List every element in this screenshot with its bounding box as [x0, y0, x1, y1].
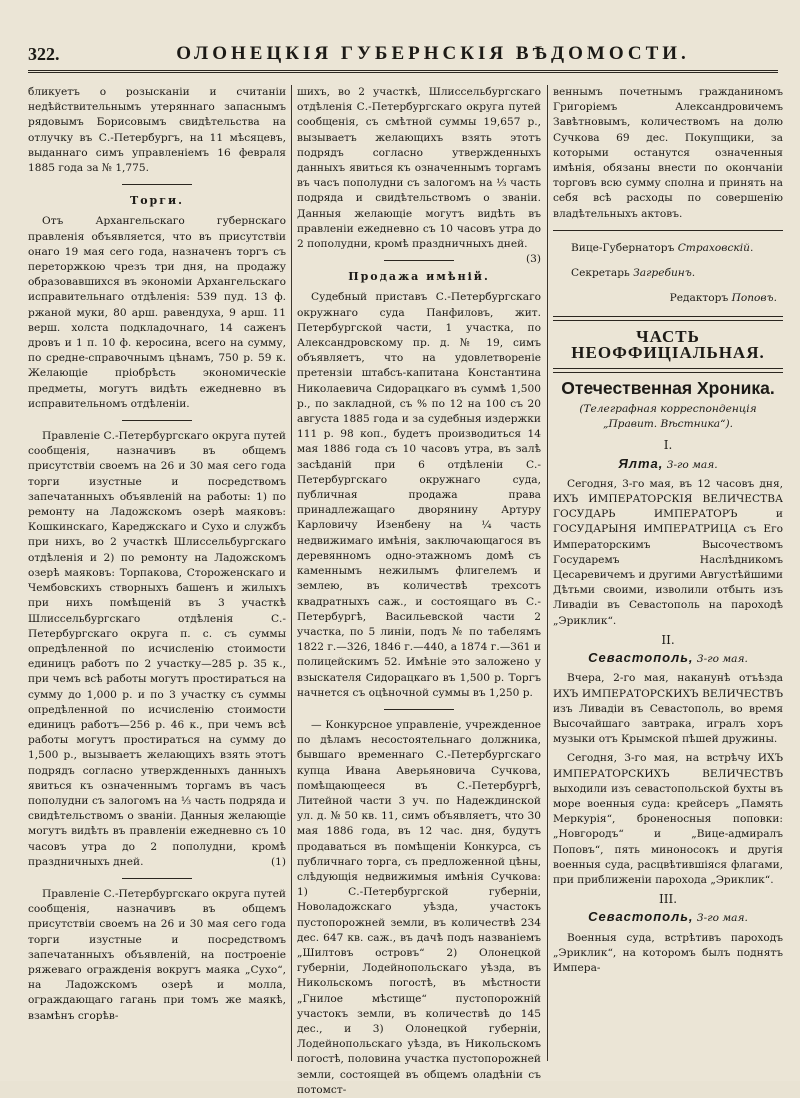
- column-3: [553, 85, 783, 1061]
- signature-name: Страховскій.: [677, 241, 754, 254]
- page-header: [28, 38, 778, 73]
- dateline-date: 3-го мая.: [666, 458, 718, 471]
- divider: [122, 878, 192, 879]
- dateline: [553, 456, 783, 473]
- dispatch-number: III.: [658, 892, 678, 907]
- dateline: [553, 650, 783, 667]
- notice-number: (1): [270, 855, 286, 868]
- paragraph: бликуетъ о розысканіи и считаніи недѣйствительнымъ утеряннаго запаснымъ рядовымъ Борисовымъ свидѣтельства на отлучку въ С.-Петербургъ, на 11 мѣсяцевъ, выданнаго симъ управленіемъ 16 февраля 1885 года за № 1,775.: [28, 86, 286, 175]
- signature-secretary: [571, 266, 777, 281]
- section-title-prodazha: Продажа имѣній.: [348, 270, 490, 284]
- column-divider: [291, 85, 292, 1061]
- divider: [122, 420, 192, 421]
- paragraph: Судебный приставъ С.-Петербургскаго окружнаго суда Панфиловъ, жит. Петербургской части, 1 участка, по Александровскому пр. д. № 19, симъ объявляетъ, что на удовлетвореніе претензіи штабсъ-капитана Константина Николаевича Сидорацкаго въ суммѣ 1,500 р., по закладной, съ % по 12 на 100 съ 20 августа 1885 года и за судебныя издержки 111 р. 98 коп., будетъ производиться 14 мая 1886 года съ 10 часовъ утра, въ залѣ засѣданій при 6 отдѣленіи С.-Петербургскаго окружнаго суда, публичная продажа права принадлежащаго дворянину Артуру Карловичу Изенбену на ¼ часть недвижимаго имѣнія, заключающагося въ деревянномъ одно-этажномъ домѣ съ каменнымъ нежилымъ флигелемъ и землею, въ количествѣ трехсотъ квадратныхъ саж., и состоящаго въ С.-Петербургѣ, Васильевской части 2 участка, по 5 линіи, подъ № по табелямъ 1822 г.—326, 1846 г.—440, а 1874 г.—361 и полицейскимъ 52. Имѣніе это заложено у взыскателя Сидорацкаго въ 1,500 р. Торгъ начнется съ оцѣночной суммы въ 1,250 р.: [297, 291, 541, 699]
- column-1: [28, 85, 286, 1061]
- part-title: ЧАСТЬ НЕОФФИЦІАЛЬНАЯ.: [571, 327, 765, 362]
- paragraph: Военныя суда, встрѣтивъ пароходъ „Эриклик“, на которомъ былъ поднятъ Импера-: [553, 931, 783, 974]
- dateline-date: 3-го мая.: [696, 653, 748, 666]
- dateline: [553, 909, 783, 926]
- signature-role: Вице-Губернаторъ: [571, 241, 675, 254]
- dateline-city: Севастополь,: [588, 650, 694, 666]
- signature-role: Секретарь: [571, 267, 630, 280]
- telegram-note: (Телеграфная корреспонденція „Правит. Вѣстника“).: [579, 403, 757, 431]
- paragraph: — Конкурсное управленіе, учрежденное по дѣламъ несостоятельнаго должника, бывшаго временнаго С.-Петербургскаго купца Ивана Аверьяновича Сучкова, помѣщающееся въ С.-Петербургѣ, Литейной части 3 уч. по Надеждинской ул. д. № 50 кв. 11, симъ объявляетъ, что 30 мая 1886 года, въ 12 час. дня, будутъ продаваться въ помѣщеніи Конкурса, съ публичнаго торга, съ предложенной цѣны, слѣдующія недвижимыя имѣнія Сучкова: 1) С.-Петербургской губерніи, Новоладожскаго уѣзда, участокъ пустопорожней земли, въ количествѣ 234 дес. 647 кв. саж., въ дачѣ подъ названіемъ „Шилтовъ островъ“ 2) Олонецкой губерніи, Лодейнопольскаго уѣзда, въ Никольскомъ погостѣ, въ мѣстности „Гнилое мѣстище“ пустопорожній участокъ земли, въ количествѣ до 145 дес., и 3) Олонецкой губерніи, Лодейнопольскаго уѣзда, въ Никольскомъ погостѣ, половина участка пустопорожней земли, состоящей въ общемъ оладѣніи съ потомст-: [297, 718, 541, 1096]
- column-divider: [547, 85, 548, 1061]
- signature-name: Поповъ.: [731, 292, 777, 305]
- dateline-city: Севастополь,: [588, 909, 694, 925]
- signature-vice-governor: [571, 241, 777, 256]
- column-2: [297, 85, 541, 1096]
- notice-number: (3): [525, 253, 541, 266]
- paragraph: веннымъ почетнымъ гражданиномъ Григоріемъ Александровичемъ Завѣтновымъ, количествомъ на долю Сучкова 69 дес. Покупщики, за которыми останутся означенныя имѣнія, обязаны внести по окончаніи торговъ всю сумму сполна и принять на себя всѣ расходы по совершенію владѣтельныхъ актовъ.: [553, 86, 783, 220]
- divider: [553, 316, 783, 321]
- signature-role: Редакторъ: [669, 292, 729, 305]
- paragraph: Правленіе С.-Петербургскаго округа путей сообщенія, назначивъ въ общемъ присутствіи своемъ на 26 и 30 мая сего года торги изустные и посредствомъ запечатанныхъ объявленій, на построеніе ряжеваго огражденія вокругъ маяка „Сухо“, на Ладожскомъ озерѣ и молла, ограждающаго гагань при томъ же маякѣ, взамѣнъ сгорѣв-: [28, 887, 286, 1022]
- divider: [384, 260, 454, 261]
- divider: [553, 368, 783, 373]
- chronicle-title: Отечественная Хроника.: [561, 377, 775, 398]
- dateline-city: Ялта,: [618, 455, 664, 471]
- paragraph: [297, 85, 541, 266]
- signature-name: Загребинъ.: [633, 267, 696, 280]
- dateline-date: 3-го мая.: [696, 912, 748, 925]
- paragraph: Сегодня, 3-го мая, на встрѣчу ИХЪ ИМПЕРАТОРСКИХЪ ВЕЛИЧЕСТВЪ выходили изъ севастопольской бухты въ море военныя суда: крейсеръ „Память Меркурія“, броненосныя поповки: „Новгородъ“ и „Вице-адмиралъ Поповъ“, пять миноносокъ и другія военныя суда, расцвѣтившіяся флагами, при приближеніи парохода „Эриклик“.: [553, 752, 783, 886]
- paragraph-text: шихъ, во 2 участкѣ, Шлиссельбургскаго отдѣленія С.-Петербургскаго округа путей сообщенія, съ смѣтной суммы 19,657 р., вызываетъ желающихъ взять этотъ подрядъ согласно утвержденныхъ данныхъ явиться къ означеннымъ торгамъ въ часъ пополудни съ залогомъ на ⅓ часть подряда и свидѣтельствомъ о званіи. Данныя желающіе могутъ видѣть въ правленіи ежедневно съ 10 часовъ утра до 2 пополудни, кромѣ праздничныхъ дней.: [297, 86, 541, 251]
- dispatch-number: I.: [663, 438, 673, 453]
- running-title: ОЛОНЕЦКІЯ ГУБЕРНСКІЯ ВѢДОМОСТИ.: [176, 43, 690, 64]
- divider: [122, 184, 192, 185]
- signature-editor: [553, 291, 777, 306]
- paragraph-text: Правленіе С.-Петербургскаго округа путей сообщенія, назначивъ въ общемъ присутствіи своемъ на 26 и 30 мая сего года торги изустные и посредствомъ запечатанныхъ объявленій на работы: 1) по ремонту на Ладожскомъ озерѣ маяковъ: Кошкинскаго, Кареджскаго и Сухо и службъ при нихъ, во 2 участкѣ Шлиссельбургскаго отдѣленія и 2) по ремонту на Ладожскомъ озерѣ маяковъ: Торпакова, Стороженскаго и Чембовскихъ створныхъ башенъ и жилыхъ при нихъ помѣщеній въ 3 участкѣ Шлиссельбургскаго отдѣленія С.-Петербургскаго округа п. с. съ суммы опредѣленной по исчисленію стоимости единицъ работъ по 2 участку—285 р. 35 к., при чемъ всѣ работы могутъ простираться на сумму до 1,000 р. и по 3 участку съ суммы опредѣленной по исчисленію стоимости единицъ работъ—256 р. 46 к., при чемъ всѣ работы могутъ простираться на сумму до 1,500 р., вызываетъ желающихъ взять этотъ подрядъ согласно утвержденныхъ данныхъ явиться къ означеннымъ торгамъ въ часъ пополудни съ залогомъ на ⅓ часть подряда и свидѣтельствомъ о званіи. Данныя желающіе могутъ видѣть въ правленіи ежедневно съ 10 часовъ утра до 2 пополудни, кромѣ праздничныхъ дней.: [28, 430, 286, 868]
- divider: [553, 230, 783, 231]
- paragraph: Отъ Архангельскаго губернскаго правленія объявляется, что въ присутствіи онаго 19 мая сего года, назначенъ торгъ съ переторжкою чрезъ три дня, на продажу образовавшихся въ экономіи Архангельскаго исправительнаго отдѣленія: 539 пуд. 13 ф. ржаной муки, 80 арш. равендуха, 9 арш. 11 верш. холста подкладочнаго, 14 саженъ дровъ и 1 п. 10 ф. керосина, всего на сумму, по средне-справочнымъ цѣнамъ, 750 р. 59 к. Желающіе пріобрѣсть экономическіе предметы, могутъ видѣть ежедневно въ исправительномъ отдѣленіи.: [28, 215, 286, 410]
- paragraph: [28, 429, 286, 870]
- divider: [384, 709, 454, 710]
- paragraph: Вчера, 2-го мая, наканунѣ отъѣзда ИХЪ ИМПЕРАТОРСКИХЪ ВЕЛИЧЕСТВЪ изъ Ливадіи въ Севастополь, во время Высочайшаго завтрака, игралъ хоръ музыки отъ Крымской пѣшей дружины.: [553, 672, 783, 746]
- page-number: 322.: [28, 43, 60, 64]
- section-title-torgi: Торги.: [130, 194, 184, 208]
- dispatch-number: II.: [661, 632, 675, 647]
- paragraph: Сегодня, 3-го мая, въ 12 часовъ дня, ИХЪ ИМПЕРАТОРСКІЯ ВЕЛИЧЕСТВА ГОСУДАРЬ ИМПЕРАТОРЪ и ГОСУДАРЫНЯ ИМПЕРАТРИЦА съ Его Императорскимъ Высочествомъ Государемъ Наслѣдникомъ Цесаревичемъ и другими Августѣйшими Дѣтьми своими, изволили отбыть изъ Ливадіи въ Севастополь на пароходѣ „Эриклик“.: [553, 477, 783, 627]
